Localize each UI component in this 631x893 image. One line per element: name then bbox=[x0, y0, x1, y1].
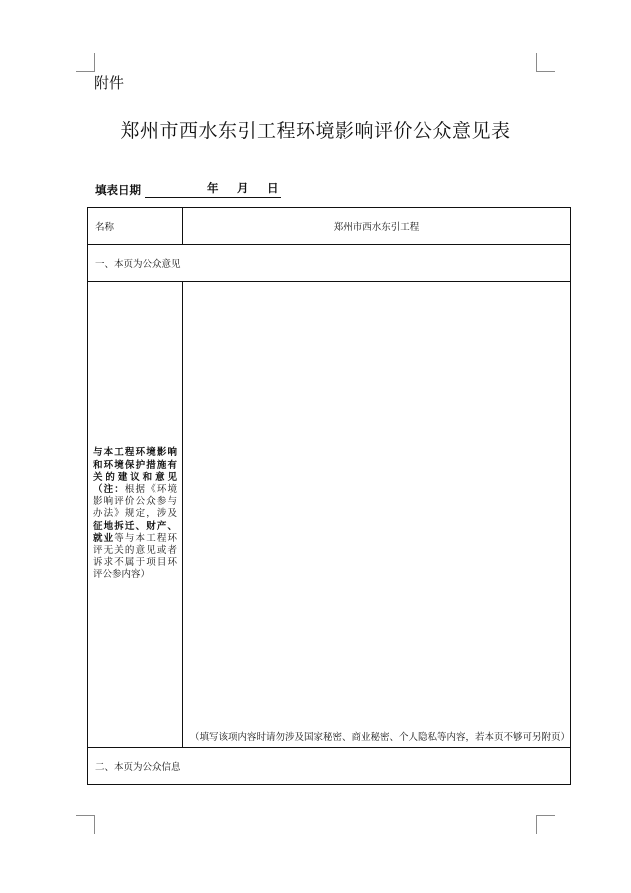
opinion-label-normal-2: 等与本工程环评无关的意见或者诉求不属于项目环评公参内容） bbox=[93, 532, 177, 581]
name-label: 名称 bbox=[88, 208, 183, 245]
attachment-label: 附件 bbox=[94, 74, 125, 92]
section-public-opinion: 一、本页为公众意见 bbox=[88, 245, 571, 282]
opinion-label-bold: 与本工程环境影响和环境保护措施有关的建议和意见（注： bbox=[93, 447, 177, 495]
opinion-row bbox=[88, 282, 571, 748]
document-title: 郑州市西水东引工程环境影响评价公众意见表 bbox=[120, 120, 511, 142]
crop-mark-bottom-left bbox=[76, 815, 95, 834]
fill-date-field[interactable] bbox=[145, 183, 281, 198]
opinion-label-normal-1: 根据《环境影响评价公众参与办法》规定，涉及 bbox=[93, 483, 177, 520]
crop-mark-top-right bbox=[536, 53, 555, 72]
month-label: 月 bbox=[237, 181, 249, 195]
crop-mark-bottom-right bbox=[536, 815, 555, 834]
day-label: 日 bbox=[267, 181, 279, 195]
opinion-label-bold-2: 征地拆迁、财产、就业 bbox=[93, 520, 177, 544]
project-name-value: 郑州市西水东引工程 bbox=[183, 208, 571, 245]
opinion-label bbox=[88, 282, 183, 748]
fill-date-label: 填表日期 bbox=[95, 183, 141, 197]
opinion-input-area[interactable] bbox=[183, 282, 571, 748]
section-public-info-row bbox=[88, 748, 571, 785]
fill-date-row bbox=[95, 182, 281, 198]
opinion-note: （填写该项内容时请勿涉及国家秘密、商业秘密、个人隐私等内容，若本页不够可另附页） bbox=[190, 732, 571, 743]
section-public-info: 二、本页为公众信息 bbox=[88, 748, 571, 785]
year-label: 年 bbox=[207, 181, 219, 195]
section-public-opinion-row bbox=[88, 245, 571, 282]
opinion-form-table bbox=[87, 207, 571, 785]
name-row bbox=[88, 208, 571, 245]
crop-mark-top-left bbox=[76, 53, 95, 72]
